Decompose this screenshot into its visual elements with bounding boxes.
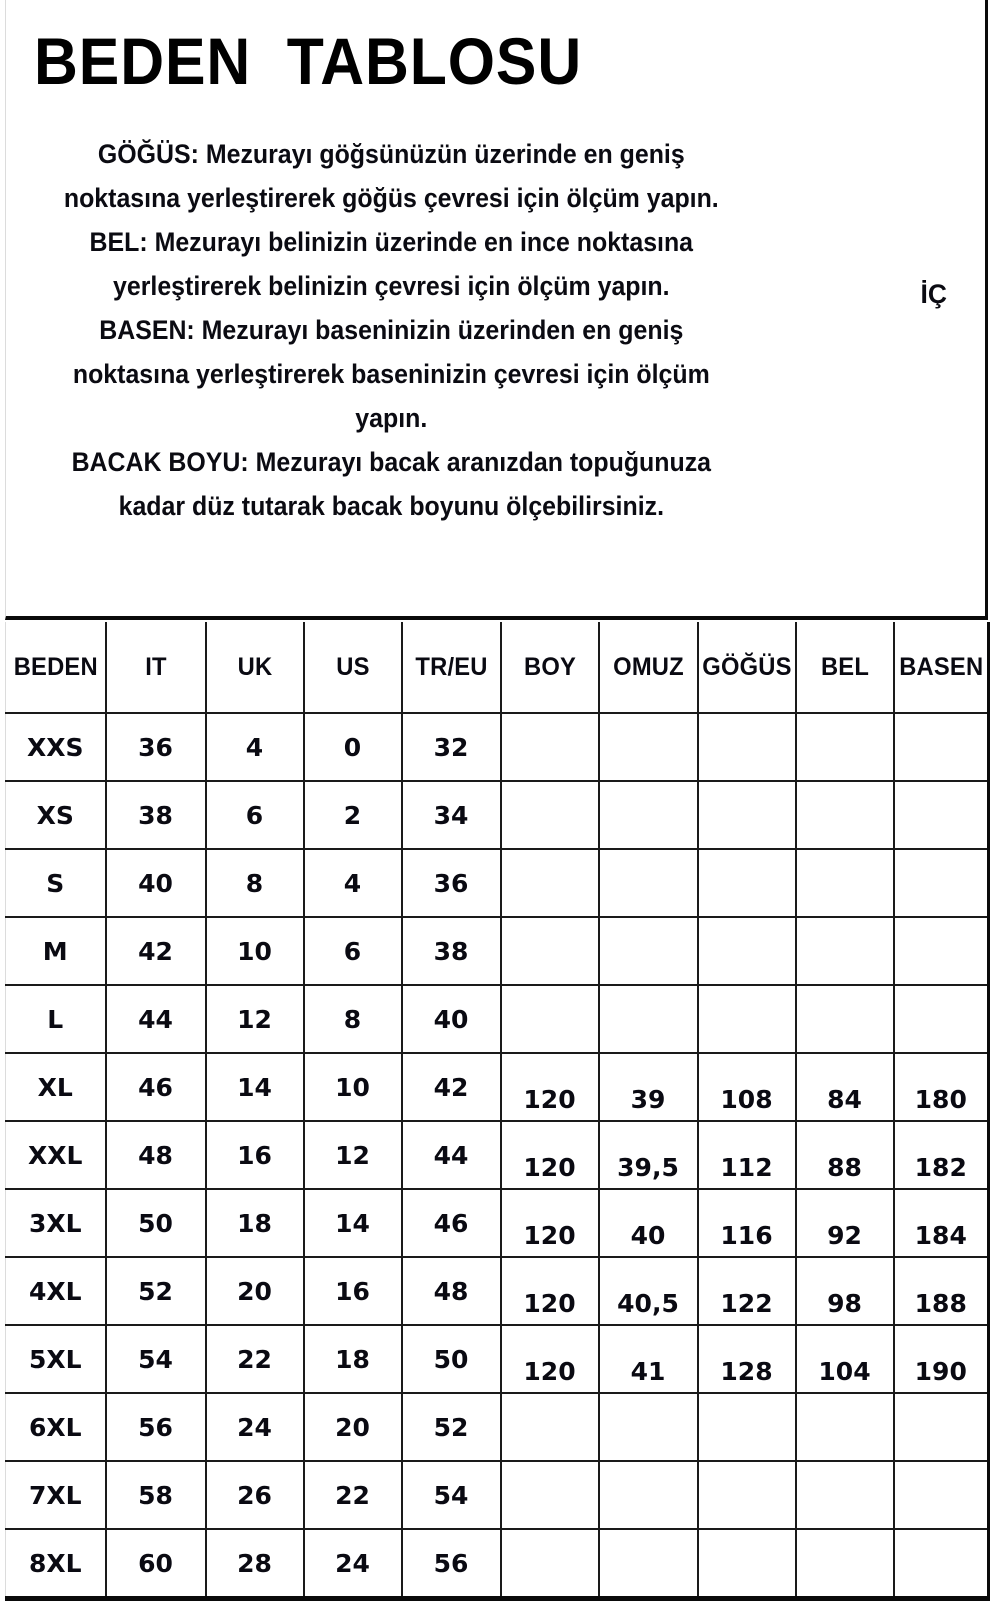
table-row bbox=[6, 917, 989, 985]
cell-gogus bbox=[698, 917, 796, 985]
cell-us: 0 bbox=[304, 713, 402, 781]
cell-treu: 42 bbox=[402, 1053, 501, 1121]
cell-gogus bbox=[698, 713, 796, 781]
cell-boy bbox=[501, 1393, 599, 1461]
cell-beden: XXL bbox=[6, 1121, 106, 1189]
table-row bbox=[6, 781, 989, 849]
cell-uk: 18 bbox=[206, 1189, 304, 1257]
cell-omuz: 39 bbox=[599, 1053, 698, 1121]
cell-bel bbox=[796, 849, 894, 917]
size-table bbox=[5, 622, 990, 1601]
cell-us: 2 bbox=[304, 781, 402, 849]
cell-basen: 188 bbox=[894, 1257, 989, 1325]
cell-bel: 104 bbox=[796, 1325, 894, 1393]
cell-uk: 22 bbox=[206, 1325, 304, 1393]
cell-treu: 50 bbox=[402, 1325, 501, 1393]
column-header-us: US bbox=[306, 622, 399, 713]
table-row bbox=[6, 1461, 989, 1529]
cell-uk: 10 bbox=[206, 917, 304, 985]
cell-it: 40 bbox=[106, 849, 206, 917]
cell-us: 4 bbox=[304, 849, 402, 917]
cell-omuz: 39,5 bbox=[599, 1121, 698, 1189]
table-row bbox=[6, 713, 989, 781]
cell-treu: 56 bbox=[402, 1529, 501, 1599]
cell-beden: XS bbox=[6, 781, 106, 849]
cell-treu: 36 bbox=[402, 849, 501, 917]
cell-beden: XXS bbox=[6, 713, 106, 781]
cell-basen bbox=[894, 917, 989, 985]
cell-treu: 52 bbox=[402, 1393, 501, 1461]
cell-gogus: 116 bbox=[698, 1189, 796, 1257]
cell-gogus bbox=[698, 1529, 796, 1599]
table-row bbox=[6, 1325, 989, 1393]
cell-boy bbox=[501, 1529, 599, 1599]
size-table-body bbox=[6, 713, 989, 1599]
cell-basen bbox=[894, 1393, 989, 1461]
cell-omuz bbox=[599, 985, 698, 1053]
cell-uk: 6 bbox=[206, 781, 304, 849]
cell-treu: 38 bbox=[402, 917, 501, 985]
cell-us: 14 bbox=[304, 1189, 402, 1257]
cell-it: 36 bbox=[106, 713, 206, 781]
cell-us: 20 bbox=[304, 1393, 402, 1461]
cell-uk: 26 bbox=[206, 1461, 304, 1529]
instruction-line: BASEN: Mezurayı baseninizin üzerinden en geniş bbox=[99, 315, 684, 345]
cell-basen bbox=[894, 713, 989, 781]
cell-omuz bbox=[599, 713, 698, 781]
cell-beden: 4XL bbox=[6, 1257, 106, 1325]
cell-us: 24 bbox=[304, 1529, 402, 1599]
cell-bel bbox=[796, 1529, 894, 1599]
cell-treu: 34 bbox=[402, 781, 501, 849]
cell-it: 46 bbox=[106, 1053, 206, 1121]
cell-it: 50 bbox=[106, 1189, 206, 1257]
cell-basen bbox=[894, 781, 989, 849]
cell-gogus: 108 bbox=[698, 1053, 796, 1121]
cell-uk: 24 bbox=[206, 1393, 304, 1461]
column-header-gogus: GÖĞÜS bbox=[700, 622, 793, 713]
column-header-bel: BEL bbox=[798, 622, 891, 713]
cell-omuz: 40,5 bbox=[599, 1257, 698, 1325]
cell-treu: 44 bbox=[402, 1121, 501, 1189]
cell-us: 22 bbox=[304, 1461, 402, 1529]
column-header-boy: BOY bbox=[503, 622, 596, 713]
cell-basen bbox=[894, 1529, 989, 1599]
table-row bbox=[6, 1257, 989, 1325]
cell-it: 44 bbox=[106, 985, 206, 1053]
cell-omuz: 41 bbox=[599, 1325, 698, 1393]
cell-uk: 16 bbox=[206, 1121, 304, 1189]
cell-gogus bbox=[698, 849, 796, 917]
table-row bbox=[6, 1189, 989, 1257]
cell-boy: 120 bbox=[501, 1121, 599, 1189]
instruction-line: noktasına yerleştirerek baseninizin çevresi için ölçüm bbox=[72, 359, 710, 389]
cell-us: 10 bbox=[304, 1053, 402, 1121]
cell-gogus: 122 bbox=[698, 1257, 796, 1325]
cell-boy bbox=[501, 985, 599, 1053]
cell-bel bbox=[796, 781, 894, 849]
column-header-uk: UK bbox=[208, 622, 301, 713]
cell-bel: 98 bbox=[796, 1257, 894, 1325]
instruction-line: BACAK BOYU: Mezurayı bacak aranızdan topuğunuza bbox=[71, 447, 712, 477]
cell-gogus bbox=[698, 985, 796, 1053]
instruction-line: kadar düz tutarak bacak boyunu ölçebilirsiniz. bbox=[118, 491, 665, 521]
cell-omuz bbox=[599, 1461, 698, 1529]
column-header-omuz: OMUZ bbox=[601, 622, 695, 713]
instruction-line: BEL: Mezurayı belinizin üzerinde en ince noktasına bbox=[89, 227, 694, 257]
cell-basen: 182 bbox=[894, 1121, 989, 1189]
cell-gogus: 128 bbox=[698, 1325, 796, 1393]
cell-beden: L bbox=[6, 985, 106, 1053]
cell-it: 38 bbox=[106, 781, 206, 849]
cell-beden: M bbox=[6, 917, 106, 985]
cell-bel bbox=[796, 1461, 894, 1529]
page-title: BEDEN TABLOSU bbox=[34, 24, 583, 98]
cell-boy bbox=[501, 1461, 599, 1529]
cell-bel bbox=[796, 713, 894, 781]
instruction-line: yerleştirerek belinizin çevresi için ölçüm yapın. bbox=[113, 271, 670, 301]
cell-it: 56 bbox=[106, 1393, 206, 1461]
cell-boy bbox=[501, 917, 599, 985]
cell-omuz bbox=[599, 1529, 698, 1599]
table-row bbox=[6, 1393, 989, 1461]
table-row bbox=[6, 1053, 989, 1121]
cell-uk: 12 bbox=[206, 985, 304, 1053]
cell-us: 16 bbox=[304, 1257, 402, 1325]
cell-boy: 120 bbox=[501, 1189, 599, 1257]
column-header-beden: BEDEN bbox=[8, 622, 103, 713]
cell-treu: 32 bbox=[402, 713, 501, 781]
cell-beden: S bbox=[6, 849, 106, 917]
table-row bbox=[6, 849, 989, 917]
cell-omuz bbox=[599, 917, 698, 985]
cell-boy: 120 bbox=[501, 1053, 599, 1121]
measurement-instructions-panel bbox=[5, 0, 988, 620]
cell-basen bbox=[894, 985, 989, 1053]
cell-it: 60 bbox=[106, 1529, 206, 1599]
size-table-head bbox=[6, 622, 989, 713]
cell-omuz bbox=[599, 849, 698, 917]
cell-beden: 3XL bbox=[6, 1189, 106, 1257]
cell-omuz bbox=[599, 1393, 698, 1461]
cell-bel: 92 bbox=[796, 1189, 894, 1257]
cell-beden: XL bbox=[6, 1053, 106, 1121]
instruction-line: yapın. bbox=[355, 403, 428, 433]
cell-basen bbox=[894, 849, 989, 917]
column-header-basen: BASEN bbox=[896, 622, 986, 713]
cell-uk: 14 bbox=[206, 1053, 304, 1121]
cell-treu: 54 bbox=[402, 1461, 501, 1529]
cell-bel bbox=[796, 1393, 894, 1461]
cell-boy bbox=[501, 781, 599, 849]
table-row bbox=[6, 985, 989, 1053]
instruction-line: noktasına yerleştirerek göğüs çevresi için ölçüm yapın. bbox=[63, 183, 719, 213]
cell-it: 52 bbox=[106, 1257, 206, 1325]
cell-gogus bbox=[698, 781, 796, 849]
cell-boy bbox=[501, 713, 599, 781]
cell-uk: 4 bbox=[206, 713, 304, 781]
cell-boy: 120 bbox=[501, 1325, 599, 1393]
instruction-line: GÖĞÜS: Mezurayı göğsünüzün üzerinde en geniş bbox=[97, 139, 685, 169]
cell-beden: 8XL bbox=[6, 1529, 106, 1599]
cell-it: 54 bbox=[106, 1325, 206, 1393]
cell-boy: 120 bbox=[501, 1257, 599, 1325]
cell-bel: 84 bbox=[796, 1053, 894, 1121]
cell-us: 18 bbox=[304, 1325, 402, 1393]
cell-it: 58 bbox=[106, 1461, 206, 1529]
size-table-container bbox=[5, 622, 988, 1578]
cell-gogus: 112 bbox=[698, 1121, 796, 1189]
table-header-row bbox=[6, 622, 989, 713]
cell-us: 8 bbox=[304, 985, 402, 1053]
cell-boy bbox=[501, 849, 599, 917]
column-header-treu: TR/EU bbox=[404, 622, 498, 713]
cell-basen bbox=[894, 1461, 989, 1529]
instructions-block bbox=[20, 132, 763, 528]
cell-omuz bbox=[599, 781, 698, 849]
cell-bel bbox=[796, 985, 894, 1053]
cell-omuz: 40 bbox=[599, 1189, 698, 1257]
cell-us: 12 bbox=[304, 1121, 402, 1189]
cell-treu: 40 bbox=[402, 985, 501, 1053]
cell-uk: 8 bbox=[206, 849, 304, 917]
cell-uk: 28 bbox=[206, 1529, 304, 1599]
cell-treu: 46 bbox=[402, 1189, 501, 1257]
cell-gogus bbox=[698, 1393, 796, 1461]
cell-us: 6 bbox=[304, 917, 402, 985]
cell-uk: 20 bbox=[206, 1257, 304, 1325]
cell-it: 42 bbox=[106, 917, 206, 985]
cell-basen: 184 bbox=[894, 1189, 989, 1257]
cell-basen: 180 bbox=[894, 1053, 989, 1121]
cell-treu: 48 bbox=[402, 1257, 501, 1325]
cell-gogus bbox=[698, 1461, 796, 1529]
cell-beden: 6XL bbox=[6, 1393, 106, 1461]
stray-text-mark: İÇ bbox=[920, 279, 947, 309]
cell-it: 48 bbox=[106, 1121, 206, 1189]
cell-bel: 88 bbox=[796, 1121, 894, 1189]
cell-basen: 190 bbox=[894, 1325, 989, 1393]
table-row bbox=[6, 1529, 989, 1599]
cell-beden: 7XL bbox=[6, 1461, 106, 1529]
table-row bbox=[6, 1121, 989, 1189]
cell-beden: 5XL bbox=[6, 1325, 106, 1393]
cell-bel bbox=[796, 917, 894, 985]
column-header-it: IT bbox=[108, 622, 203, 713]
